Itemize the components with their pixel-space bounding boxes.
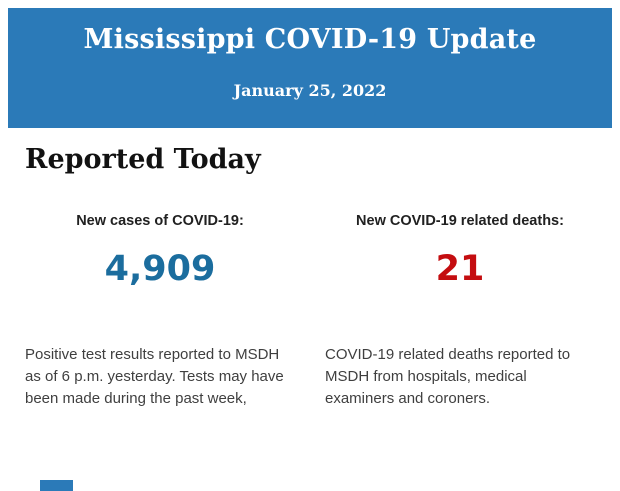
- main-content: [0, 144, 620, 410]
- deaths-label: New COVID-19 related deaths:: [356, 213, 564, 229]
- newsletter-date: January 25, 2022: [233, 81, 387, 100]
- header-banner: [8, 8, 612, 128]
- section-heading: Reported Today: [25, 144, 261, 175]
- cases-value: 4,909: [104, 249, 216, 289]
- cases-description: Positive test results reported to MSDH as of 6 p.m. yesterday. Tests may have been made during the past week,: [25, 346, 284, 407]
- cases-description-column: [25, 344, 295, 410]
- cases-column: [25, 212, 295, 287]
- deaths-column: [325, 212, 595, 287]
- next-section-banner-fragment: [40, 480, 73, 491]
- descriptions-row: [25, 344, 595, 410]
- cases-label: New cases of COVID-19:: [76, 213, 244, 229]
- stats-row: [25, 212, 595, 287]
- deaths-description-column: [325, 344, 595, 410]
- deaths-value: 21: [435, 249, 485, 289]
- deaths-description: COVID-19 related deaths reported to MSDH from hospitals, medical examiners and coroners.: [325, 346, 571, 407]
- newsletter-title: Mississippi COVID-19 Update: [83, 24, 537, 55]
